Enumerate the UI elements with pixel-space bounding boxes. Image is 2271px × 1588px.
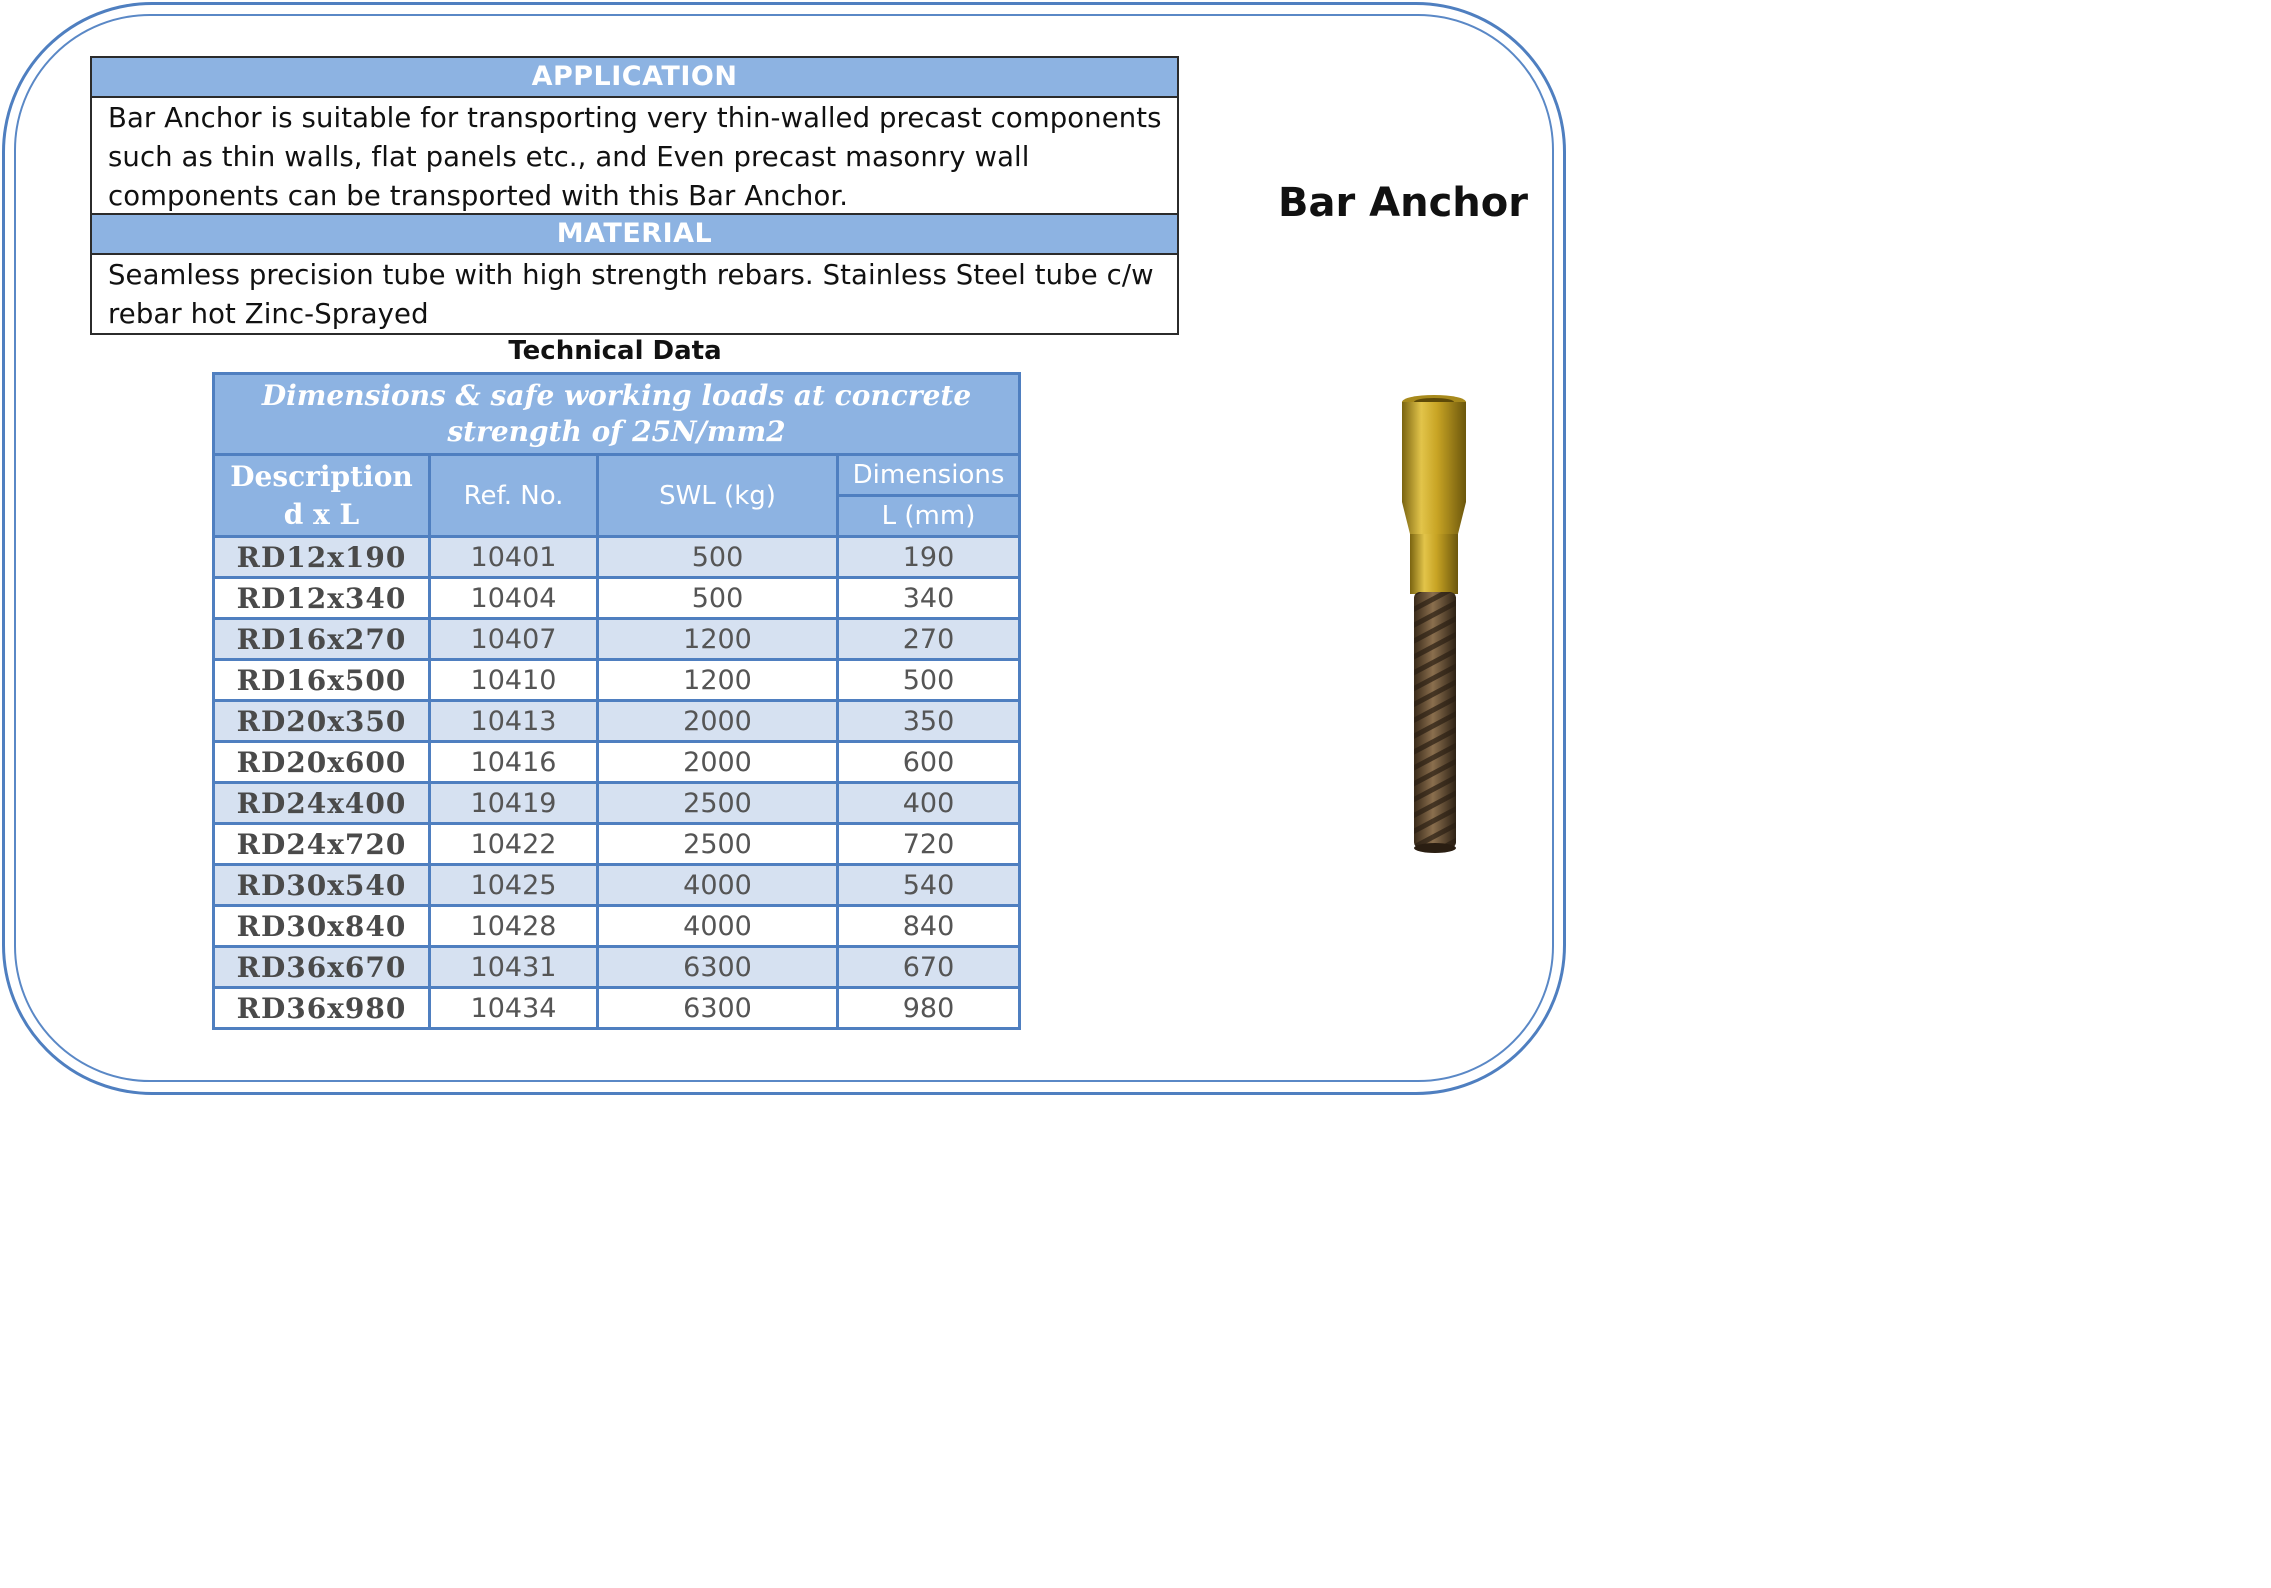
cell-swl: 6300	[598, 988, 838, 1029]
cell-ref-no: 10431	[430, 947, 598, 988]
table-caption	[214, 374, 1020, 455]
technical-data-table	[212, 372, 1021, 1030]
application-heading: APPLICATION	[92, 58, 1177, 98]
table-row	[214, 660, 1020, 701]
cell-swl: 4000	[598, 906, 838, 947]
cell-description: RD16x270	[214, 619, 430, 660]
cell-length: 340	[838, 578, 1020, 619]
header-description-line1: Description	[230, 459, 413, 493]
application-text: Bar Anchor is suitable for transporting very thin-walled precast components such as thin walls, flat panels etc., and Even precast masonry wall components can be transported with this Bar Anchor.	[92, 98, 1177, 215]
cell-ref-no: 10416	[430, 742, 598, 783]
cell-length: 270	[838, 619, 1020, 660]
table-row	[214, 537, 1020, 578]
header-description	[214, 455, 430, 537]
cell-length: 500	[838, 660, 1020, 701]
cell-ref-no: 10419	[430, 783, 598, 824]
cell-description: RD20x600	[214, 742, 430, 783]
cell-length: 840	[838, 906, 1020, 947]
cell-description: RD30x840	[214, 906, 430, 947]
cell-description: RD12x340	[214, 578, 430, 619]
header-dimensions: Dimensions	[838, 455, 1020, 496]
cell-length: 400	[838, 783, 1020, 824]
cell-description: RD36x980	[214, 988, 430, 1029]
table-row	[214, 783, 1020, 824]
cell-description: RD24x720	[214, 824, 430, 865]
table-row	[214, 619, 1020, 660]
cell-ref-no: 10434	[430, 988, 598, 1029]
cell-description: RD16x500	[214, 660, 430, 701]
cell-description: RD30x540	[214, 865, 430, 906]
cell-length: 190	[838, 537, 1020, 578]
header-ref-no: Ref. No.	[430, 455, 598, 537]
table-row	[214, 865, 1020, 906]
table-row	[214, 742, 1020, 783]
cell-swl: 1200	[598, 619, 838, 660]
cell-description: RD12x190	[214, 537, 430, 578]
cell-length: 670	[838, 947, 1020, 988]
product-title: Bar Anchor	[1278, 180, 1528, 226]
table-caption-text: Dimensions & safe working loads at concrete strength of 25N/mm2	[261, 379, 972, 448]
table-row	[214, 988, 1020, 1029]
technical-data-title: Technical Data	[508, 336, 722, 366]
header-swl: SWL (kg)	[598, 455, 838, 537]
cell-length: 350	[838, 701, 1020, 742]
cell-swl: 2000	[598, 742, 838, 783]
header-length: L (mm)	[838, 496, 1020, 537]
cell-description: RD36x670	[214, 947, 430, 988]
cell-length: 600	[838, 742, 1020, 783]
cell-swl: 4000	[598, 865, 838, 906]
cell-swl: 500	[598, 578, 838, 619]
cell-swl: 2000	[598, 701, 838, 742]
table-row	[214, 906, 1020, 947]
cell-length: 540	[838, 865, 1020, 906]
cell-swl: 2500	[598, 824, 838, 865]
cell-description: RD24x400	[214, 783, 430, 824]
cell-ref-no: 10413	[430, 701, 598, 742]
cell-ref-no: 10428	[430, 906, 598, 947]
cell-ref-no: 10410	[430, 660, 598, 701]
cell-ref-no: 10401	[430, 537, 598, 578]
table-row	[214, 701, 1020, 742]
bar-anchor-icon	[1396, 394, 1476, 854]
cell-ref-no: 10425	[430, 865, 598, 906]
header-description-line2: d x L	[283, 497, 360, 531]
table-row	[214, 824, 1020, 865]
cell-swl: 2500	[598, 783, 838, 824]
material-text: Seamless precision tube with high strength rebars. Stainless Steel tube c/w rebar hot Zinc-Sprayed	[108, 259, 1154, 330]
cell-ref-no: 10407	[430, 619, 598, 660]
cell-ref-no: 10422	[430, 824, 598, 865]
cell-description: RD20x350	[214, 701, 430, 742]
cell-swl: 1200	[598, 660, 838, 701]
cell-swl: 500	[598, 537, 838, 578]
info-box	[90, 56, 1179, 335]
cell-swl: 6300	[598, 947, 838, 988]
cell-length: 720	[838, 824, 1020, 865]
material-heading: MATERIAL	[92, 215, 1177, 255]
table-row	[214, 947, 1020, 988]
cell-ref-no: 10404	[430, 578, 598, 619]
bar-anchor-product-image	[1396, 394, 1476, 858]
table-row	[214, 578, 1020, 619]
cell-length: 980	[838, 988, 1020, 1029]
